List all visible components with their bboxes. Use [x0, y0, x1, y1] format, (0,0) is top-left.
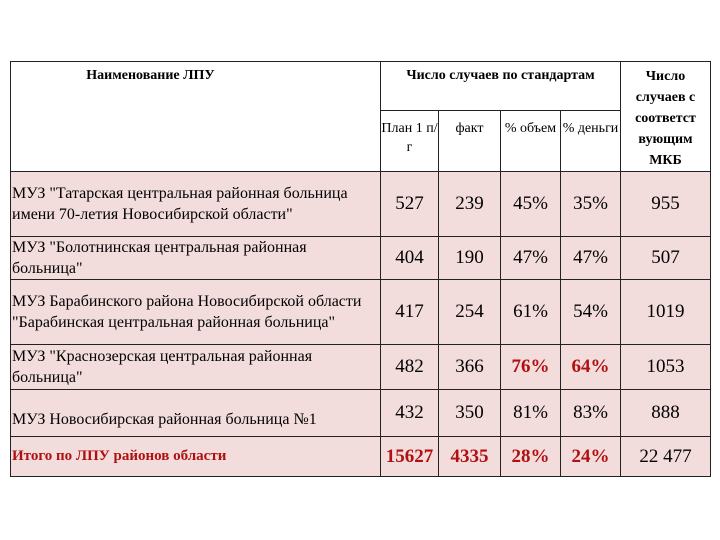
header-standards: Число случаев по стандартам [381, 62, 621, 111]
table-row [11, 172, 711, 237]
header-pct-volume: % объем [501, 110, 561, 171]
header-fact: факт [439, 110, 501, 171]
total-plan: 15627 [381, 437, 439, 477]
row-name: МУЗ "Краснозерская центральная районная больница" [11, 345, 381, 390]
table-row [11, 390, 711, 437]
row-plan: 527 [381, 172, 439, 237]
total-row [11, 437, 711, 477]
row-pct-money: 64% [561, 345, 621, 390]
row-pct-volume: 76% [501, 345, 561, 390]
row-pct-volume: 61% [501, 280, 561, 345]
total-mkb: 22 477 [621, 437, 711, 477]
row-mkb: 1019 [621, 280, 711, 345]
row-mkb: 507 [621, 237, 711, 280]
table-row [11, 280, 711, 345]
total-fact: 4335 [439, 437, 501, 477]
row-mkb: 955 [621, 172, 711, 237]
header-name: Наименование ЛПУ [11, 62, 381, 172]
row-mkb: 888 [621, 390, 711, 437]
header-pct-money: % деньги [561, 110, 621, 171]
row-plan: 417 [381, 280, 439, 345]
row-pct-volume: 45% [501, 172, 561, 237]
row-pct-money: 54% [561, 280, 621, 345]
row-fact: 239 [439, 172, 501, 237]
row-pct-volume: 47% [501, 237, 561, 280]
row-plan: 482 [381, 345, 439, 390]
row-pct-money: 47% [561, 237, 621, 280]
row-pct-money: 83% [561, 390, 621, 437]
statistics-table [10, 61, 711, 477]
row-mkb: 1053 [621, 345, 711, 390]
row-name: МУЗ Барабинского района Новосибирской области "Барабинская центральная районная больница" [11, 280, 381, 345]
row-pct-volume: 81% [501, 390, 561, 437]
row-fact: 366 [439, 345, 501, 390]
total-pct-money: 24% [561, 437, 621, 477]
row-plan: 404 [381, 237, 439, 280]
table-row [11, 237, 711, 280]
row-name: МУЗ Новосибирская районная больница №1 [11, 390, 381, 437]
header-mkb: Число случаев с соответст вующим МКБ [621, 62, 711, 172]
header-plan: План 1 п/г [381, 110, 439, 171]
table-row [11, 345, 711, 390]
row-fact: 350 [439, 390, 501, 437]
row-fact: 254 [439, 280, 501, 345]
row-name: МУЗ "Татарская центральная районная больница имени 70-летия Новосибирской области" [11, 172, 381, 237]
row-fact: 190 [439, 237, 501, 280]
total-name: Итого по ЛПУ районов области [11, 437, 381, 477]
row-plan: 432 [381, 390, 439, 437]
row-pct-money: 35% [561, 172, 621, 237]
row-name: МУЗ "Болотнинская центральная районная больница" [11, 237, 381, 280]
total-pct-volume: 28% [501, 437, 561, 477]
